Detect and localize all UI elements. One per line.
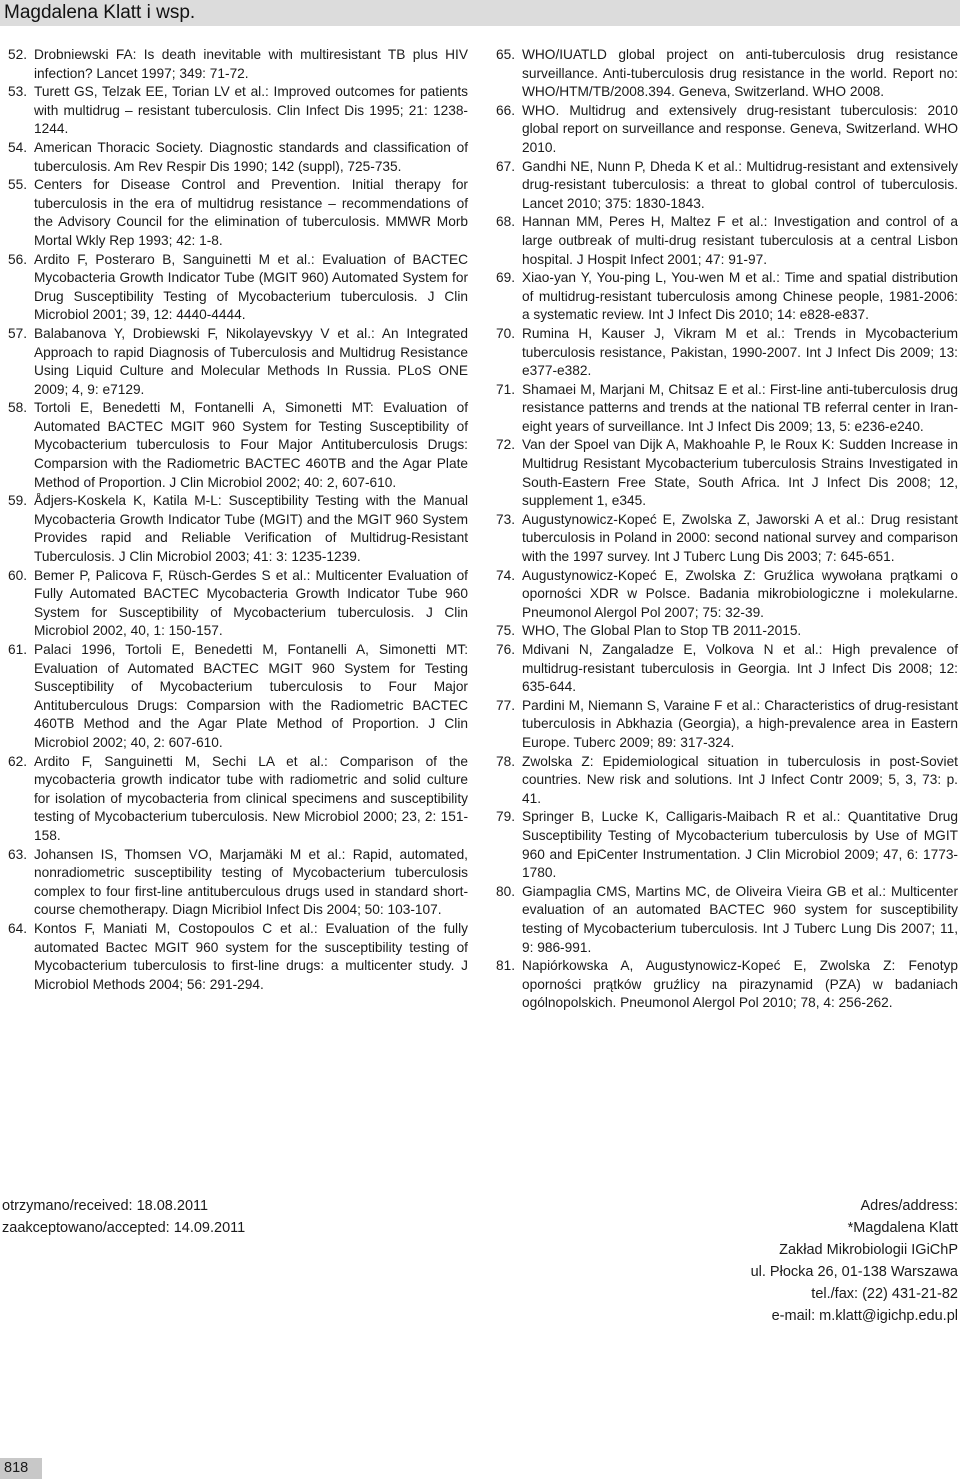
reference-item: [8, 399, 468, 492]
street-address: ul. Płocka 26, 01-138 Warszawa: [750, 1264, 958, 1280]
running-head: [0, 0, 960, 26]
reference-item: [496, 957, 958, 1013]
reference-item: [496, 158, 958, 214]
email: e-mail: m.klatt@igichp.edu.pl: [771, 1308, 958, 1324]
page-number: [0, 1458, 42, 1479]
reference-text: Augustynowicz-Kopeć E, Zwolska Z: Gruźlica wywołana prątkami o oporności XDR w Polsce. Badania mikrobiologiczne i molekularne. Pneumonol Alergol Pol 2007; 75: 32-39.: [522, 567, 958, 620]
reference-text: Springer B, Lucke K, Calligaris-Maibach R et al.: Quantitative Drug Susceptibility Testing of Mycobacterium tuberculosis by Use of MGIT 960 and EpiCenter Instrumentation. J Clin Microbiol 2009; 47, 6: 1773-1780.: [522, 809, 958, 881]
phone-fax: tel./fax: (22) 431-21-82: [811, 1286, 958, 1302]
reference-number: 62.: [8, 753, 28, 769]
reference-text: American Thoracic Society. Diagnostic standards and classification of tuberculosis. Am Rev Respir Dis 1990; 142 (suppl), 725-735.: [34, 139, 468, 174]
reference-number: 53.: [8, 84, 28, 100]
reference-number: 64.: [8, 920, 28, 936]
reference-number: 58.: [8, 400, 28, 416]
reference-number: 59.: [8, 493, 28, 509]
reference-number: 72.: [496, 437, 516, 453]
reference-text: Johansen IS, Thomsen VO, Marjamäki M et al.: Rapid, automated, nonradiometric susceptibility testing of Mycobacterium tuberculosis complex to four first-line antituberculous drugs used in standard short-course chemotherapy. Diagn Micribiol Infect Dis 2004; 50: 103-107.: [34, 846, 468, 918]
reference-item: [496, 269, 958, 325]
reference-text: Ardito F, Posteraro B, Sanguinetti M et al.: Evaluation of BACTEC Mycobacteria Growth Indicator Tube (MGIT 960) Automated System for Drug Susceptibility Testing of Mycobacterium tuberculosis. J Clin Microbiol 2001; 39, 12: 4440-4444.: [34, 251, 468, 323]
received-date: otrzymano/received: 18.08.2011: [2, 1198, 209, 1214]
reference-item: [496, 567, 958, 623]
reference-text: WHO. Multidrug and extensively drug-resistant tuberculosis: 2010 global report on surveillance and response. Geneva, Switzerland. WHO 2010.: [522, 102, 958, 155]
reference-text: Van der Spoel van Dijk A, Makhoahle P, le Roux K: Sudden Increase in Multidrug Resistant Mycobacterium tuberculosis Strains Investigated in South-Eastern Free State, South Africa. Int J Infect Dis 2008; 12, supplement 1, e345.: [522, 437, 958, 509]
reference-number: 61.: [8, 642, 28, 657]
reference-item: [496, 325, 958, 381]
reference-text: Shamaei M, Marjani M, Chitsaz E et al.: First-line anti-tuberculosis drug resistance patterns and trends at the national TB referral center in Iran-eight years of surveillance. Int J Infect Dis 2009; 13, 5: e236-e240.: [522, 381, 958, 434]
references-right-column: [496, 46, 958, 1013]
reference-item: [496, 46, 958, 102]
reference-text: Giampaglia CMS, Martins MC, de Oliveira Vieira GB et al.: Multicenter evaluation of an automated BACTEC 960 system for susceptibility testing of Mycobacterium tuberculosis. Int J Tuberc Lung Dis 2007; 11, 9: 986-991.: [522, 883, 958, 955]
reference-number: 73.: [496, 511, 516, 527]
reference-text: Palaci 1996, Tortoli E, Benedetti M, Fontanelli A, Simonetti MT: Evaluation of Automated BACTEC MGIT 960 System for Testing Susceptibility of Mycobacterium tuberculosis to Four Major Antituberculous Drugs: Comparsion with the Radiometric BACTEC 460TB Method and the Agar Plate Method of Proportion. J Clin Microbiol 2002; 40, 2: 607-610.: [34, 642, 468, 750]
reference-number: 76.: [496, 642, 516, 657]
reference-item: [496, 436, 958, 510]
reference-text: Bemer P, Palicova F, Rüsch-Gerdes S et al.: Multicenter Evaluation of Fully Automated BACTEC Mycobacteria Growth Indicator Tube 960 System for Susceptibility of Mycobacterium tuberculosis. J Clin Microbiol 2002, 40, 1: 150-157.: [34, 567, 468, 639]
institution: Zakład Mikrobiologii IGiChP: [779, 1242, 958, 1258]
reference-item: [496, 697, 958, 753]
reference-number: 57.: [8, 325, 28, 341]
reference-number: 69.: [496, 270, 516, 286]
reference-text: Rumina H, Kauser J, Vikram M et al.: Trends in Mycobacterium tuberculosis resistance, Pakistan, 1990-2007. Int J Infect Dis 2009; 13: e377-e382.: [522, 325, 958, 379]
reference-item: [496, 808, 958, 882]
reference-item: [8, 325, 468, 399]
reference-number: 81.: [496, 958, 516, 974]
reference-number: 68.: [496, 214, 516, 230]
reference-number: 77.: [496, 697, 516, 713]
reference-number: 67.: [496, 158, 516, 174]
reference-number: 75.: [496, 623, 516, 639]
reference-item: [496, 102, 958, 158]
reference-number: 56.: [8, 251, 28, 267]
reference-number: 55.: [8, 177, 28, 193]
reference-item: [8, 567, 468, 641]
reference-item: [8, 251, 468, 325]
reference-text: Ådjers-Koskela K, Katila M-L: Susceptibility Testing with the Manual Mycobacteria Growth Indicator Tube (MGIT) and the MGIT 960 System Provides rapid and Reliable Verification of Multidrug-Resistant Tuberculosis. J Clin Microbiol 2003; 41: 3: 1235-1239.: [34, 493, 468, 565]
reference-item: [8, 641, 468, 753]
reference-text: Balabanova Y, Drobiewski F, Nikolayevskyy V et al.: An Integrated Approach to rapid Diagnosis of Tuberculosis and Multidrug Resistance Using Liquid Culture and Molecular Methods In Russia. PLoS ONE 2009; 4, 9: e7129.: [34, 325, 468, 397]
reference-item: [8, 753, 468, 846]
address-label: Adres/address:: [860, 1198, 958, 1214]
reference-item: [496, 381, 958, 437]
reference-text: Hannan MM, Peres H, Maltez F et al.: Investigation and control of a large outbreak of multi-drug resistant tuberculosis at a central Lisbon hospital. J Hospit Infect 2001; 47: 91-97.: [522, 214, 958, 267]
reference-text: Centers for Disease Control and Prevention. Initial therapy for tuberculosis in the era of multidrug resistance – recommendations of the Advisory Council for the elimination of tuberculosis. MMWR Morb Mortal Wkly Rep 1993; 42: 1-8.: [34, 177, 468, 248]
reference-number: 79.: [496, 809, 516, 825]
references-left-column: [8, 46, 468, 994]
reference-text: Mdivani N, Zangaladze E, Volkova N et al.: High prevalence of multidrug-resistant tuberculosis in Georgia. Int J Infect Dis 2008; 12: 635-644.: [522, 642, 958, 695]
reference-item: [8, 139, 468, 176]
reference-number: 60.: [8, 567, 28, 583]
reference-item: [496, 511, 958, 567]
accepted-date: zaakceptowano/accepted: 14.09.2011: [2, 1220, 246, 1236]
reference-text: WHO, The Global Plan to Stop TB 2011-2015.: [522, 623, 802, 639]
reference-item: [8, 83, 468, 139]
address-block: [751, 1195, 958, 1327]
reference-text: Ardito F, Sanguinetti M, Sechi LA et al.: Comparison of the mycobacteria growth indicator tube with radiometric and solid culture for isolation of mycobacteria from clinical specimens and susceptibility testing of Mycobacterium tuberculosis. New Microbiol 2000; 23, 2: 151-158.: [34, 753, 468, 843]
reference-number: 80.: [496, 883, 516, 899]
page-number-text: 818: [4, 1460, 29, 1476]
reference-item: [496, 622, 958, 641]
running-title: Magdalena Klatt i wsp.: [4, 2, 196, 23]
reference-item: [8, 176, 468, 250]
reference-text: Tortoli E, Benedetti M, Fontanelli A, Simonetti MT: Evaluation of Automated BACTEC MGIT 960 System for Testing Susceptibility of Mycobacterium tuberculosis to Four Major Antituberculosis Drugs: Comparsion with the Radiometric BACTEC 460TB and the Agar Plate Method of Proportion. J Clin Microbiol 2002; 40: 2, 607-610.: [34, 400, 468, 490]
reference-text: Gandhi NE, Nunn P, Dheda K et al.: Multidrug-resistant and extensively drug-resistant tuberculosis: a threat to global control of tuberculosis. Lancet 2010; 375: 1830-1843.: [522, 158, 958, 211]
reference-item: [8, 492, 468, 566]
reference-text: Augustynowicz-Kopeć E, Zwolska Z, Jaworski A et al.: Drug resistant tuberculosis in Poland in 2000: second national survey and comparison with the 1997 survey. Int J Tuberc Lung Dis 2003; 7: 645-651.: [522, 511, 958, 565]
dates-block: [2, 1195, 245, 1239]
reference-item: [8, 46, 468, 83]
author-name: *Magdalena Klatt: [847, 1220, 958, 1236]
reference-item: [496, 753, 958, 809]
reference-number: 78.: [496, 753, 516, 769]
reference-item: [496, 883, 958, 957]
reference-text: Turett GS, Telzak EE, Torian LV et al.: Improved outcomes for patients with multidrug – resistant tuberculosis. Clin Infect Dis 1995; 21: 1238-1244.: [34, 84, 468, 137]
reference-text: Drobniewski FA: Is death inevitable with multiresistant TB plus HIV infection? Lancet 1997; 349: 71-72.: [34, 47, 468, 81]
reference-number: 74.: [496, 567, 516, 583]
reference-text: Xiao-yan Y, You-ping L, You-wen M et al.: Time and spatial distribution of multidrug-resistant tuberculosis among Chinese people, 1981-2006: a systematic review. Int J Infect Dis 2010; 14: e828-e837.: [522, 270, 958, 323]
reference-number: 70.: [496, 325, 516, 341]
reference-item: [8, 920, 468, 994]
reference-text: WHO/IUATLD global project on anti-tuberculosis drug resistance surveillance. Anti-tuberculosis drug resistance in the world. Report no: WHO/HTM/TB/2008.394. Geneva, Switzerland. WHO 2008.: [522, 47, 958, 100]
reference-number: 66.: [496, 102, 516, 118]
reference-item: [8, 846, 468, 920]
reference-number: 52.: [8, 47, 28, 62]
reference-text: Pardini M, Niemann S, Varaine F et al.: Characteristics of drug-resistant tuberculosis in Abkhazia (Georgia), a high-prevalence area in Eastern Europe. Tuberc 2009; 89: 317-324.: [522, 697, 958, 750]
reference-text: Napiórkowska A, Augustynowicz-Kopeć E, Zwolska Z: Fenotyp oporności prątków gruźlicy na pirazynamid (PZA) w badaniach ogólnopolskich. Pneumonol Alergol Pol 2010; 78, 4: 256-262.: [522, 958, 958, 1011]
reference-number: 65.: [496, 47, 516, 62]
reference-number: 71.: [496, 381, 516, 397]
reference-item: [496, 213, 958, 269]
reference-text: Kontos F, Maniati M, Costopoulos C et al.: Evaluation of the fully automated Bactec MGIT 960 system for the susceptibility testing of Mycobacterium tuberculosis to first-line drugs: a multicenter study. J Microbiol Methods 2004; 56: 291-294.: [34, 920, 468, 992]
reference-text: Zwolska Z: Epidemiological situation in tuberculosis in post-Soviet countries. New risk and solutions. Int J Infect Contr 2009; 5, 3, 73: p. 41.: [522, 753, 958, 806]
reference-item: [496, 641, 958, 697]
reference-number: 63.: [8, 846, 28, 862]
reference-number: 54.: [8, 139, 28, 155]
